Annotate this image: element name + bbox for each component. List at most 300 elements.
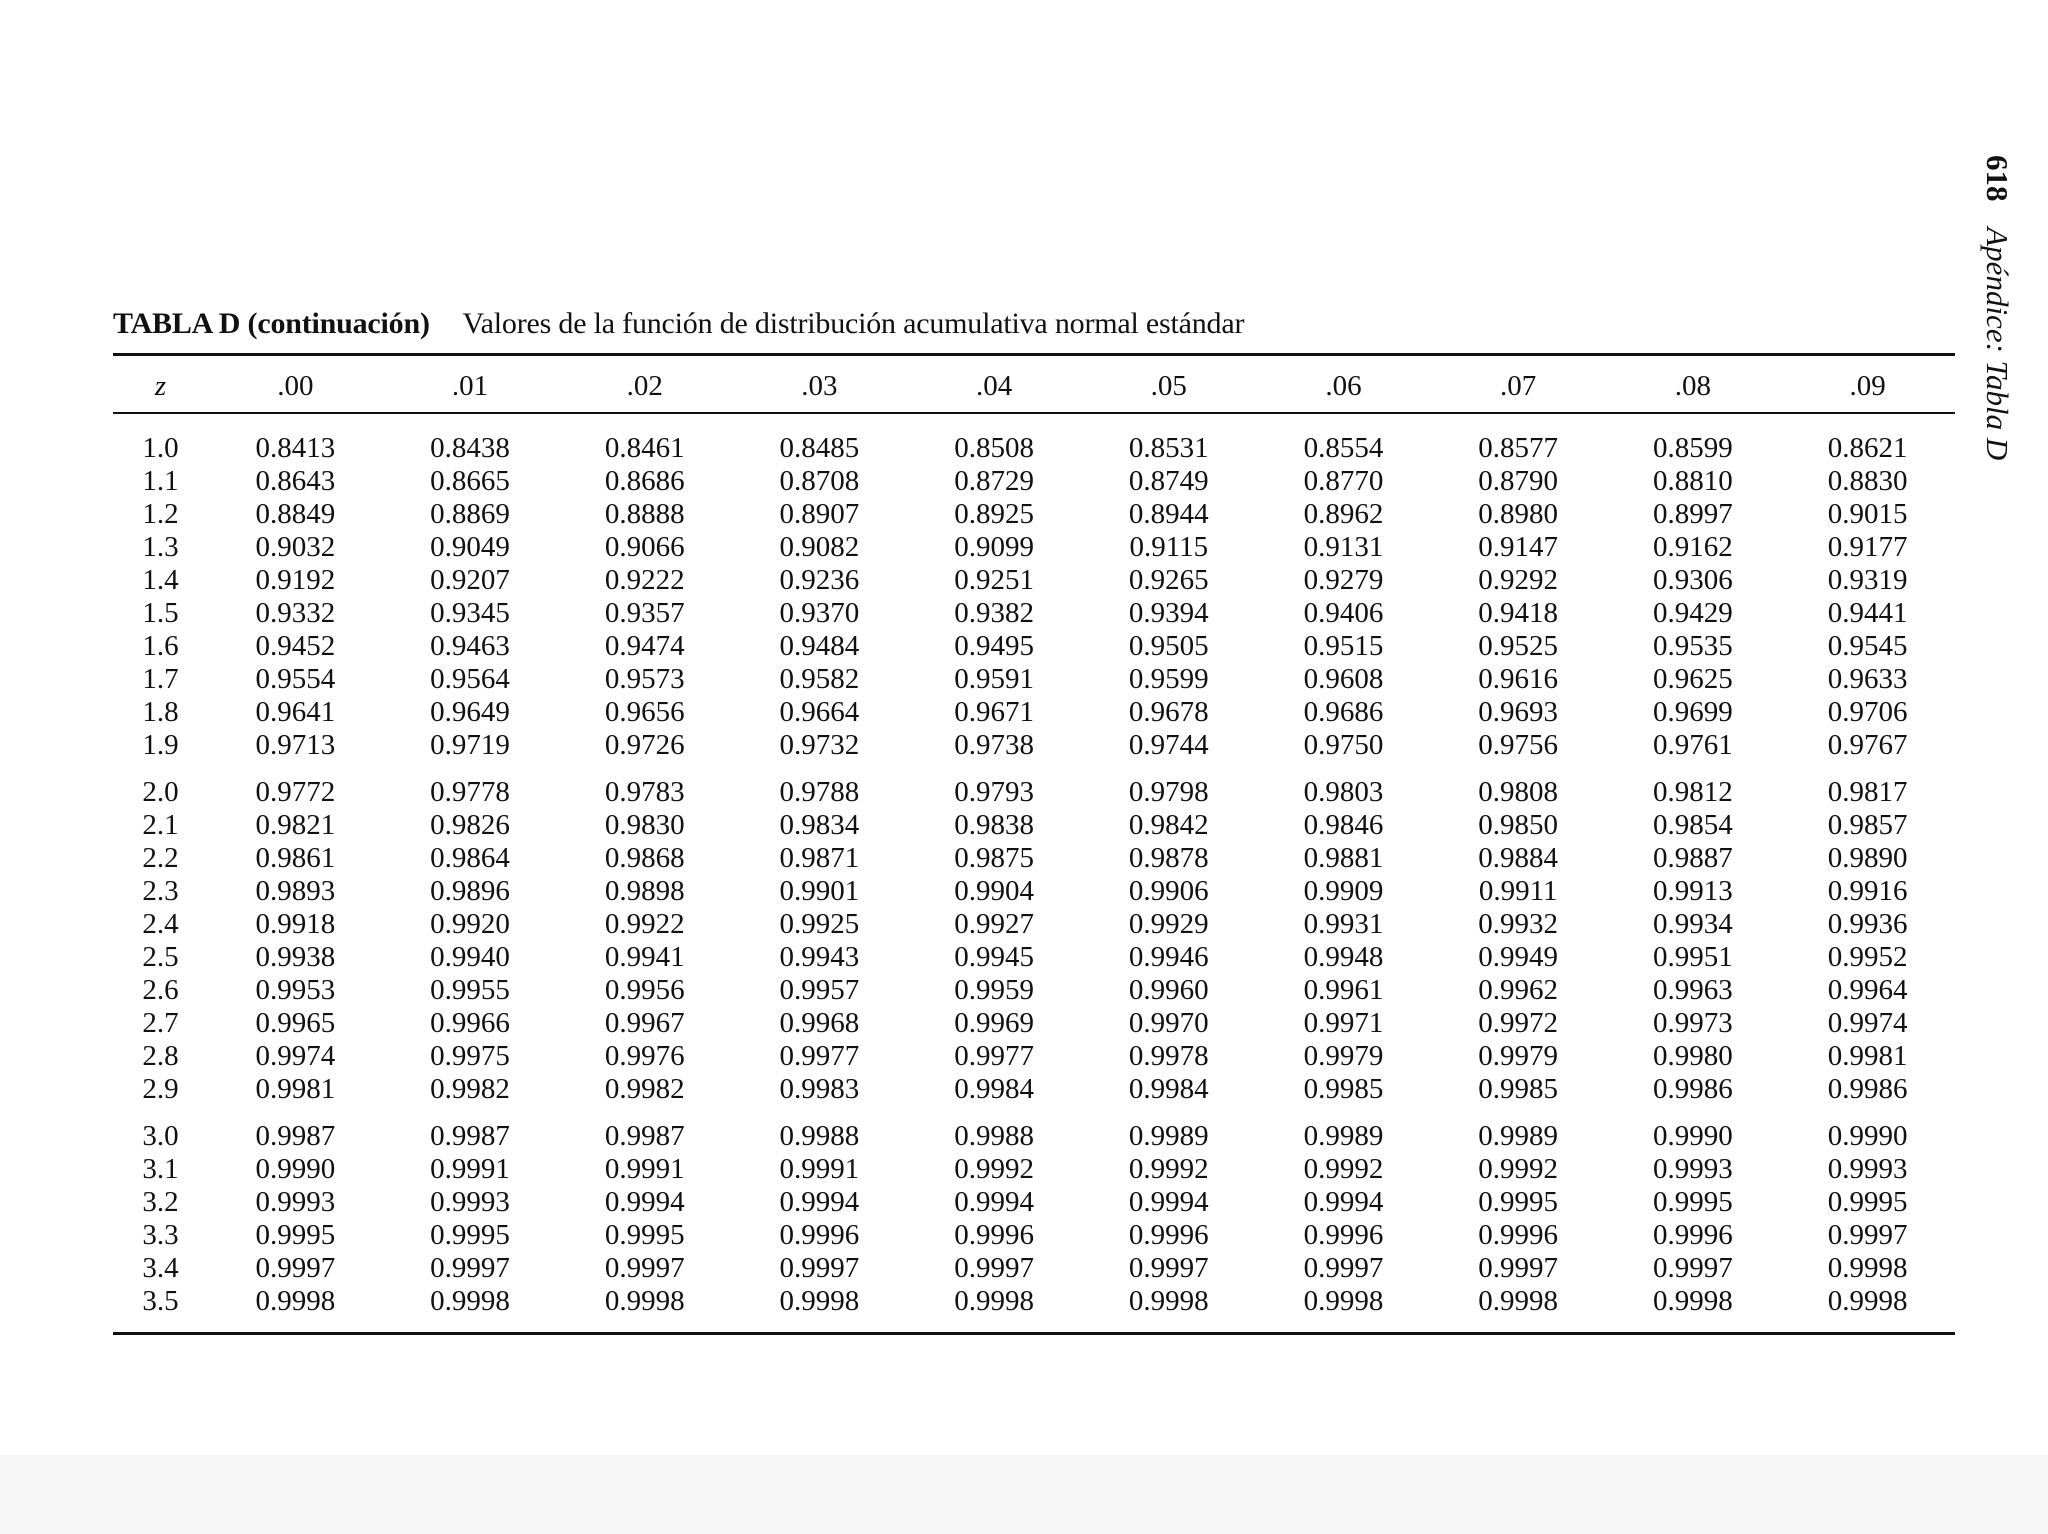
- probability-cell: 0.9817: [1827, 776, 1908, 808]
- probability-cell: 0.9977: [954, 1040, 1034, 1072]
- probability-cell: 0.8643: [255, 465, 336, 497]
- probability-cell: 0.9893: [255, 875, 336, 907]
- z-value-cell: 1.6: [142, 630, 179, 662]
- table-row: [113, 630, 1955, 663]
- probability-cell: 0.9015: [1827, 498, 1908, 530]
- probability-cell: 0.9993: [1652, 1153, 1733, 1185]
- running-head: [1979, 155, 2015, 460]
- probability-cell: 0.9932: [1478, 908, 1559, 940]
- probability-cell: 0.9997: [604, 1252, 685, 1284]
- probability-cell: 0.9535: [1652, 630, 1733, 662]
- probability-cell: 0.8810: [1652, 465, 1733, 497]
- probability-cell: 0.9319: [1827, 564, 1908, 596]
- probability-cell: 0.9991: [779, 1153, 860, 1185]
- probability-cell: 0.9946: [1128, 941, 1209, 973]
- probability-cell: 0.9251: [954, 564, 1034, 596]
- probability-cell: 0.9625: [1652, 663, 1733, 695]
- probability-cell: 0.9370: [779, 597, 860, 629]
- probability-cell: 0.9989: [1128, 1120, 1209, 1152]
- z-value-cell: 2.2: [142, 842, 179, 874]
- z-value-cell: 2.1: [142, 809, 179, 841]
- probability-cell: 0.9997: [1128, 1252, 1209, 1284]
- probability-cell: 0.9279: [1303, 564, 1384, 596]
- column-header: .06: [1325, 369, 1362, 402]
- probability-cell: 0.8485: [779, 432, 860, 464]
- probability-cell: 0.9429: [1652, 597, 1733, 629]
- probability-cell: 0.8708: [779, 465, 860, 497]
- probability-cell: 0.9452: [255, 630, 336, 662]
- probability-cell: 0.9982: [604, 1073, 685, 1105]
- probability-cell: 0.9951: [1652, 941, 1733, 973]
- table-row: [113, 1219, 1955, 1252]
- probability-cell: 0.9997: [779, 1252, 860, 1284]
- probability-cell: 0.9857: [1827, 809, 1908, 841]
- probability-cell: 0.9803: [1303, 776, 1384, 808]
- probability-cell: 0.9864: [430, 842, 510, 874]
- page-bottom-shading: [0, 1455, 2048, 1534]
- probability-cell: 0.8749: [1128, 465, 1209, 497]
- probability-cell: 0.9992: [1128, 1153, 1209, 1185]
- column-header: .03: [801, 369, 838, 402]
- probability-cell: 0.9738: [954, 729, 1034, 761]
- probability-cell: 0.9985: [1478, 1073, 1559, 1105]
- table-row: [113, 498, 1955, 531]
- probability-cell: 0.9993: [430, 1186, 510, 1218]
- probability-cell: 0.9744: [1128, 729, 1209, 761]
- column-header: .05: [1150, 369, 1187, 402]
- probability-cell: 0.8729: [954, 465, 1034, 497]
- probability-cell: 0.9788: [779, 776, 860, 808]
- probability-cell: 0.9719: [430, 729, 510, 761]
- probability-cell: 0.9591: [954, 663, 1034, 695]
- table-header: [113, 362, 1955, 410]
- probability-cell: 0.8790: [1478, 465, 1559, 497]
- probability-cell: 0.9961: [1303, 974, 1384, 1006]
- table-label: TABLA D (continuación): [113, 307, 430, 340]
- probability-cell: 0.8577: [1478, 432, 1559, 464]
- probability-cell: 0.9032: [255, 531, 336, 563]
- probability-cell: 0.9693: [1478, 696, 1559, 728]
- probability-cell: 0.9957: [779, 974, 860, 1006]
- probability-cell: 0.9875: [954, 842, 1034, 874]
- probability-cell: 0.9896: [430, 875, 510, 907]
- probability-cell: 0.9998: [604, 1285, 685, 1317]
- probability-cell: 0.9884: [1478, 842, 1559, 874]
- probability-cell: 0.8508: [954, 432, 1034, 464]
- probability-cell: 0.9994: [604, 1186, 685, 1218]
- table-row: [113, 842, 1955, 875]
- probability-cell: 0.9394: [1128, 597, 1209, 629]
- z-value-cell: 2.5: [142, 941, 179, 973]
- probability-cell: 0.9989: [1303, 1120, 1384, 1152]
- probability-cell: 0.9943: [779, 941, 860, 973]
- probability-cell: 0.9616: [1478, 663, 1559, 695]
- probability-cell: 0.9992: [1303, 1153, 1384, 1185]
- probability-cell: 0.9838: [954, 809, 1034, 841]
- probability-cell: 0.9953: [255, 974, 336, 1006]
- probability-cell: 0.9192: [255, 564, 336, 596]
- probability-cell: 0.9974: [255, 1040, 336, 1072]
- probability-cell: 0.9911: [1478, 875, 1558, 907]
- probability-cell: 0.9846: [1303, 809, 1384, 841]
- probability-cell: 0.9656: [604, 696, 685, 728]
- probability-cell: 0.9916: [1827, 875, 1908, 907]
- column-header: .01: [451, 369, 489, 402]
- section-title: Apéndice: Tabla D: [1980, 227, 2015, 461]
- z-value-cell: 3.4: [142, 1252, 179, 1284]
- probability-cell: 0.9418: [1478, 597, 1559, 629]
- probability-cell: 0.9761: [1652, 729, 1733, 761]
- probability-cell: 0.9984: [1128, 1073, 1209, 1105]
- probability-cell: 0.9332: [255, 597, 336, 629]
- probability-cell: 0.9994: [779, 1186, 860, 1218]
- probability-cell: 0.9998: [1128, 1285, 1209, 1317]
- probability-cell: 0.9936: [1827, 908, 1908, 940]
- probability-cell: 0.9732: [779, 729, 860, 761]
- probability-cell: 0.9997: [430, 1252, 510, 1284]
- probability-cell: 0.9949: [1478, 941, 1559, 973]
- probability-cell: 0.9941: [604, 941, 685, 973]
- probability-cell: 0.9973: [1652, 1007, 1733, 1039]
- probability-cell: 0.9997: [1827, 1219, 1908, 1251]
- probability-cell: 0.9767: [1827, 729, 1908, 761]
- probability-cell: 0.9997: [255, 1252, 336, 1284]
- z-value-cell: 3.2: [142, 1186, 179, 1218]
- probability-cell: 0.9979: [1303, 1040, 1384, 1072]
- probability-cell: 0.9980: [1652, 1040, 1733, 1072]
- probability-cell: 0.9977: [779, 1040, 860, 1072]
- probability-cell: 0.9994: [1303, 1186, 1384, 1218]
- table-row: [113, 1186, 1955, 1219]
- z-value-cell: 1.4: [142, 564, 179, 596]
- probability-cell: 0.9778: [430, 776, 510, 808]
- probability-cell: 0.9983: [779, 1073, 860, 1105]
- probability-cell: 0.9887: [1652, 842, 1733, 874]
- probability-cell: 0.9998: [1827, 1252, 1908, 1284]
- probability-cell: 0.9878: [1128, 842, 1209, 874]
- probability-cell: 0.9940: [430, 941, 510, 973]
- probability-cell: 0.9641: [255, 696, 336, 728]
- probability-cell: 0.9996: [1303, 1219, 1384, 1251]
- row-group: [113, 1106, 1955, 1318]
- z-value-cell: 3.3: [142, 1219, 179, 1251]
- column-header: .07: [1500, 369, 1537, 402]
- z-value-cell: 1.5: [142, 597, 179, 629]
- probability-cell: 0.9066: [604, 531, 685, 563]
- probability-cell: 0.8980: [1478, 498, 1559, 530]
- probability-cell: 0.9345: [430, 597, 510, 629]
- z-value-cell: 2.0: [142, 776, 179, 808]
- probability-cell: 0.9868: [604, 842, 685, 874]
- probability-cell: 0.9131: [1303, 531, 1384, 563]
- probability-cell: 0.9686: [1303, 696, 1384, 728]
- probability-cell: 0.8869: [430, 498, 510, 530]
- probability-cell: 0.9207: [430, 564, 510, 596]
- probability-cell: 0.9495: [954, 630, 1034, 662]
- probability-cell: 0.9996: [1128, 1219, 1209, 1251]
- probability-cell: 0.9991: [604, 1153, 685, 1185]
- probability-cell: 0.9793: [954, 776, 1034, 808]
- probability-cell: 0.9978: [1128, 1040, 1209, 1072]
- header-row: [113, 362, 1955, 410]
- probability-cell: 0.9929: [1128, 908, 1209, 940]
- z-value-cell: 1.9: [142, 729, 179, 761]
- probability-cell: 0.9960: [1128, 974, 1209, 1006]
- probability-cell: 0.9990: [1652, 1120, 1733, 1152]
- probability-cell: 0.8907: [779, 498, 860, 530]
- probability-cell: 0.9955: [430, 974, 510, 1006]
- probability-cell: 0.9963: [1652, 974, 1733, 1006]
- probability-cell: 0.8554: [1303, 432, 1384, 464]
- probability-cell: 0.9671: [954, 696, 1034, 728]
- probability-cell: 0.9292: [1478, 564, 1559, 596]
- probability-cell: 0.9974: [1827, 1007, 1908, 1039]
- probability-cell: 0.9821: [255, 809, 336, 841]
- probability-cell: 0.9664: [779, 696, 860, 728]
- probability-cell: 0.9850: [1478, 809, 1559, 841]
- probability-cell: 0.8770: [1303, 465, 1384, 497]
- probability-cell: 0.8461: [604, 432, 685, 464]
- probability-cell: 0.9994: [1128, 1186, 1209, 1218]
- column-header: .00: [277, 369, 314, 402]
- probability-cell: 0.9998: [1827, 1285, 1908, 1317]
- probability-cell: 0.9997: [1652, 1252, 1733, 1284]
- table-row: [113, 941, 1955, 974]
- probability-cell: 0.8962: [1303, 498, 1384, 530]
- probability-cell: 0.9808: [1478, 776, 1559, 808]
- probability-cell: 0.9989: [1478, 1120, 1559, 1152]
- page-number: 618: [1980, 155, 2015, 202]
- probability-cell: 0.9990: [1827, 1120, 1908, 1152]
- z-value-cell: 1.7: [142, 663, 179, 695]
- probability-cell: 0.9463: [430, 630, 510, 662]
- probability-cell: 0.8849: [255, 498, 336, 530]
- probability-cell: 0.9976: [604, 1040, 685, 1072]
- probability-cell: 0.9995: [1827, 1186, 1908, 1218]
- table-row: [113, 1007, 1955, 1040]
- probability-cell: 0.9997: [1478, 1252, 1559, 1284]
- probability-cell: 0.9909: [1303, 875, 1384, 907]
- probability-cell: 0.9998: [779, 1285, 860, 1317]
- probability-cell: 0.9993: [1827, 1153, 1908, 1185]
- probability-cell: 0.9901: [779, 875, 860, 907]
- probability-cell: 0.9998: [1652, 1285, 1733, 1317]
- probability-cell: 0.9382: [954, 597, 1034, 629]
- probability-cell: 0.9996: [954, 1219, 1034, 1251]
- probability-cell: 0.9783: [604, 776, 685, 808]
- table-row: [113, 597, 1955, 630]
- table-row: [113, 729, 1955, 762]
- probability-cell: 0.9082: [779, 531, 860, 563]
- table-row: [113, 1252, 1955, 1285]
- probability-cell: 0.9772: [255, 776, 336, 808]
- probability-cell: 0.9988: [779, 1120, 860, 1152]
- table-row: [113, 875, 1955, 908]
- probability-cell: 0.9987: [255, 1120, 336, 1152]
- probability-cell: 0.9984: [954, 1073, 1034, 1105]
- probability-cell: 0.9750: [1303, 729, 1384, 761]
- probability-cell: 0.9564: [430, 663, 510, 695]
- probability-cell: 0.9966: [430, 1007, 510, 1039]
- probability-cell: 0.8621: [1827, 432, 1908, 464]
- probability-cell: 0.9706: [1827, 696, 1908, 728]
- probability-cell: 0.9573: [604, 663, 685, 695]
- table-row: [113, 762, 1955, 809]
- probability-cell: 0.9956: [604, 974, 685, 1006]
- probability-cell: 0.9726: [604, 729, 685, 761]
- column-header-z: z: [154, 369, 167, 402]
- probability-cell: 0.9177: [1827, 531, 1908, 563]
- probability-cell: 0.9649: [430, 696, 510, 728]
- probability-cell: 0.9991: [430, 1153, 510, 1185]
- probability-cell: 0.9162: [1652, 531, 1733, 563]
- probability-cell: 0.9968: [779, 1007, 860, 1039]
- probability-cell: 0.9826: [430, 809, 510, 841]
- table-row: [113, 531, 1955, 564]
- row-group: [113, 762, 1955, 1106]
- probability-cell: 0.9987: [604, 1120, 685, 1152]
- probability-cell: 0.9952: [1827, 941, 1908, 973]
- probability-cell: 0.9967: [604, 1007, 685, 1039]
- z-value-cell: 3.1: [142, 1153, 179, 1185]
- probability-cell: 0.9998: [430, 1285, 510, 1317]
- probability-cell: 0.8830: [1827, 465, 1908, 497]
- probability-cell: 0.9582: [779, 663, 860, 695]
- probability-cell: 0.9678: [1128, 696, 1209, 728]
- probability-cell: 0.8925: [954, 498, 1034, 530]
- probability-cell: 0.9265: [1128, 564, 1209, 596]
- probability-cell: 0.9931: [1303, 908, 1384, 940]
- probability-cell: 0.9505: [1128, 630, 1209, 662]
- z-value-cell: 2.4: [142, 908, 179, 940]
- normal-distribution-table: [113, 362, 1955, 1318]
- z-value-cell: 1.0: [142, 432, 179, 464]
- table-top-rule: [113, 353, 1955, 356]
- probability-cell: 0.9927: [954, 908, 1034, 940]
- probability-cell: 0.9938: [255, 941, 336, 973]
- table-row: [113, 908, 1955, 941]
- table-title: Valores de la función de distribución acumulativa normal estándar: [462, 307, 1245, 340]
- probability-cell: 0.9599: [1128, 663, 1209, 695]
- probability-cell: 0.9881: [1303, 842, 1384, 874]
- z-value-cell: 3.5: [142, 1285, 179, 1317]
- probability-cell: 0.9995: [604, 1219, 685, 1251]
- table-row: [113, 1040, 1955, 1073]
- z-value-cell: 2.8: [142, 1040, 179, 1072]
- probability-cell: 0.9854: [1652, 809, 1733, 841]
- probability-cell: 0.9834: [779, 809, 860, 841]
- probability-cell: 0.9441: [1827, 597, 1908, 629]
- column-header: .04: [975, 369, 1013, 402]
- probability-cell: 0.9713: [255, 729, 336, 761]
- table-row: [113, 809, 1955, 842]
- column-header: .02: [626, 369, 663, 402]
- probability-cell: 0.9147: [1478, 531, 1559, 563]
- table-row: [113, 663, 1955, 696]
- probability-cell: 0.8413: [255, 432, 336, 464]
- probability-cell: 0.9996: [779, 1219, 860, 1251]
- probability-cell: 0.9981: [1827, 1040, 1908, 1072]
- z-value-cell: 1.2: [142, 498, 179, 530]
- probability-cell: 0.9756: [1478, 729, 1559, 761]
- z-value-cell: 2.6: [142, 974, 179, 1006]
- column-header: .09: [1849, 369, 1886, 402]
- probability-cell: 0.9904: [954, 875, 1034, 907]
- table-row: [113, 465, 1955, 498]
- probability-cell: 0.9994: [954, 1186, 1034, 1218]
- probability-cell: 0.9474: [604, 630, 685, 662]
- probability-cell: 0.9545: [1827, 630, 1908, 662]
- table-row: [113, 974, 1955, 1007]
- z-value-cell: 2.9: [142, 1073, 179, 1105]
- probability-cell: 0.9982: [430, 1073, 510, 1105]
- probability-cell: 0.9975: [430, 1040, 510, 1072]
- probability-cell: 0.9236: [779, 564, 860, 596]
- probability-cell: 0.9484: [779, 630, 860, 662]
- probability-cell: 0.9842: [1128, 809, 1209, 841]
- probability-cell: 0.9986: [1652, 1073, 1733, 1105]
- probability-cell: 0.9971: [1303, 1007, 1384, 1039]
- table-row: [113, 1285, 1955, 1318]
- probability-cell: 0.9962: [1478, 974, 1559, 1006]
- probability-cell: 0.9997: [1303, 1252, 1384, 1284]
- probability-cell: 0.9945: [954, 941, 1034, 973]
- probability-cell: 0.9918: [255, 908, 336, 940]
- z-value-cell: 1.8: [142, 696, 179, 728]
- row-group: [113, 410, 1955, 762]
- probability-cell: 0.9990: [255, 1153, 336, 1185]
- probability-cell: 0.9948: [1303, 941, 1384, 973]
- probability-cell: 0.9972: [1478, 1007, 1559, 1039]
- probability-cell: 0.9798: [1128, 776, 1209, 808]
- z-value-cell: 1.1: [142, 465, 179, 497]
- probability-cell: 0.9992: [954, 1153, 1034, 1185]
- table-bottom-rule: [113, 1332, 1955, 1335]
- probability-cell: 0.9222: [604, 564, 685, 596]
- probability-cell: 0.9515: [1303, 630, 1384, 662]
- table-row: [113, 1073, 1955, 1106]
- table-row: [113, 1106, 1955, 1153]
- probability-cell: 0.8531: [1128, 432, 1209, 464]
- probability-cell: 0.9890: [1827, 842, 1908, 874]
- probability-cell: 0.9995: [430, 1219, 510, 1251]
- probability-cell: 0.9871: [779, 842, 860, 874]
- probability-cell: 0.9981: [255, 1073, 336, 1105]
- probability-cell: 0.9992: [1478, 1153, 1559, 1185]
- z-value-cell: 2.7: [142, 1007, 179, 1039]
- probability-cell: 0.9996: [1652, 1219, 1733, 1251]
- z-value-cell: 3.0: [142, 1120, 179, 1152]
- probability-cell: 0.9906: [1128, 875, 1209, 907]
- probability-cell: 0.9049: [430, 531, 510, 563]
- probability-cell: 0.9964: [1827, 974, 1908, 1006]
- probability-cell: 0.9608: [1303, 663, 1384, 695]
- probability-cell: 0.9898: [604, 875, 685, 907]
- table-row: [113, 410, 1955, 465]
- probability-cell: 0.9699: [1652, 696, 1733, 728]
- probability-cell: 0.9998: [1303, 1285, 1384, 1317]
- probability-cell: 0.8997: [1652, 498, 1733, 530]
- probability-cell: 0.8944: [1128, 498, 1209, 530]
- z-value-cell: 1.3: [142, 531, 179, 563]
- probability-cell: 0.9115: [1129, 531, 1209, 563]
- probability-cell: 0.9633: [1827, 663, 1908, 695]
- probability-cell: 0.9913: [1652, 875, 1733, 907]
- probability-cell: 0.8599: [1652, 432, 1733, 464]
- probability-cell: 0.9357: [604, 597, 685, 629]
- probability-cell: 0.9998: [954, 1285, 1034, 1317]
- probability-cell: 0.9306: [1652, 564, 1733, 596]
